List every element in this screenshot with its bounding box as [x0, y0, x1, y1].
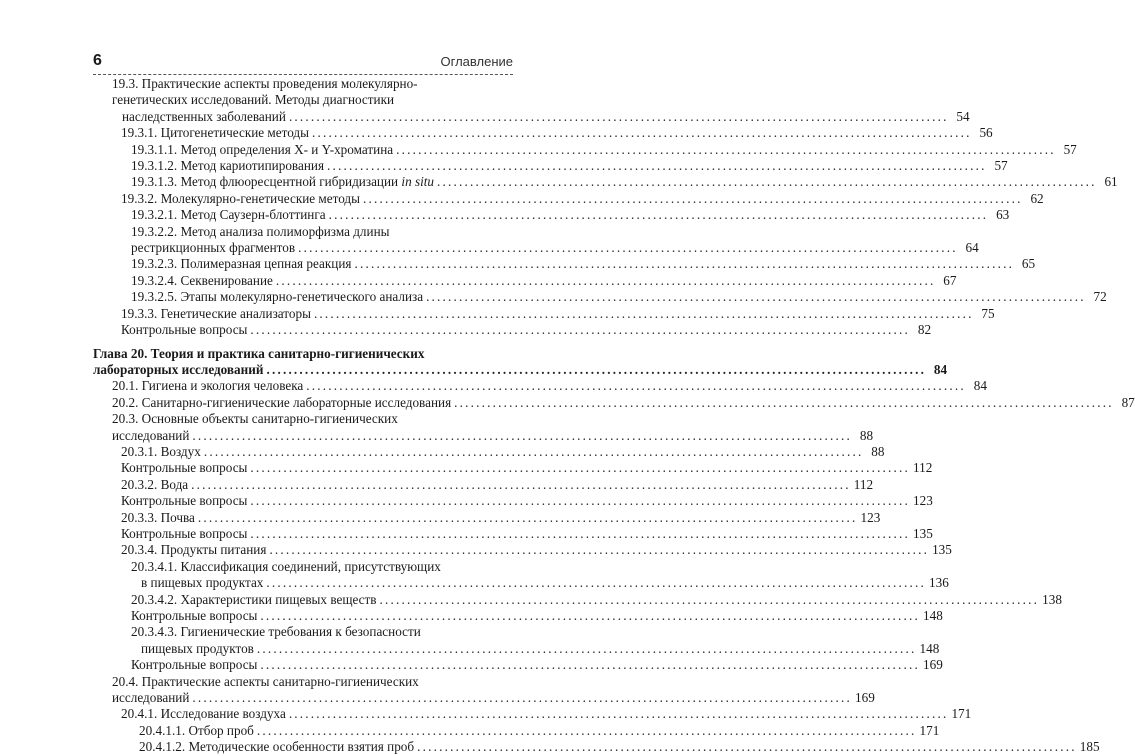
toc-entry-title-text: 20.1. Гигиена и экология человека	[112, 378, 304, 394]
toc-entry-title-text: 20.2. Санитарно-гигиенические лабораторные исследования	[112, 394, 452, 410]
running-title: Оглавление	[440, 54, 513, 69]
toc-entry-title	[131, 142, 393, 158]
toc-entry[interactable]	[93, 411, 874, 444]
dot-leader: ........................................................................................................................	[260, 608, 921, 623]
toc-entry[interactable]	[93, 141, 1077, 158]
toc-entry-title-text: исследований	[112, 427, 190, 443]
dot-leader: ........................................................................................................................	[454, 394, 1114, 410]
toc-entry[interactable]	[93, 272, 957, 289]
toc-page-number: 56	[979, 125, 993, 141]
toc-page-number: 112	[913, 460, 933, 476]
toc-page-number: 123	[913, 493, 933, 509]
dot-leader: ........................................................................................................................	[250, 460, 911, 476]
toc-entry[interactable]	[93, 305, 995, 322]
toc-entry-title	[131, 592, 377, 608]
toc-entry-title-text: 20.3.3. Почва	[121, 509, 195, 525]
toc-page-number: 138	[1042, 591, 1062, 607]
dot-leader: ........................................................................................................................	[313, 305, 974, 321]
toc-entry-title	[131, 174, 434, 190]
dot-leader: ........................................................................................................................	[260, 657, 921, 673]
toc-entry-title-text: 20.3.2. Вода	[121, 476, 189, 492]
toc-entry-title-text: 19.3.2.5. Этапы молекулярно-генетического анализа	[131, 289, 424, 305]
toc-entry-title-text: 20.4.1.1. Отбор проб	[139, 722, 254, 738]
toc-entry-title	[141, 575, 263, 591]
toc-page-number: 87	[1121, 394, 1135, 410]
toc-page-number: 84	[973, 378, 987, 394]
toc-entry-title-text: Контрольные вопросы	[121, 493, 248, 509]
toc-entry[interactable]	[93, 460, 933, 476]
toc-entry-title-text: 20.3.1. Воздух	[121, 443, 201, 459]
toc-entry-title	[121, 526, 247, 542]
toc-page-number: 57	[994, 158, 1008, 174]
dot-leader: ........................................................................................................................	[363, 190, 1023, 206]
toc-entry-title	[112, 428, 189, 444]
toc-page-number: 88	[859, 427, 874, 443]
toc-entry-title-text: 20.4.1. Исследование воздуха	[121, 706, 286, 722]
toc-entry-title	[131, 273, 273, 289]
toc-entry-line: 20.4. Практические аспекты санитарно-гигиенических	[112, 673, 419, 689]
toc-entry-title-text: рестрикционных фрагментов	[131, 240, 296, 256]
dot-leader: ........................................................................................................................	[256, 640, 917, 656]
running-header	[93, 50, 513, 75]
dot-leader: ........................................................................................................................	[437, 174, 1097, 190]
dot-leader: ........................................................................................................................	[250, 525, 911, 541]
toc-entry-title	[131, 158, 324, 174]
toc-entry-title-text: 20.4.1.2. Методические особенности взятия проб	[139, 739, 415, 755]
toc-entry[interactable]	[93, 223, 979, 257]
toc-page-number: 61	[1104, 174, 1118, 190]
toc-entry-title-text: 19.3.2. Молекулярно-генетические методы	[121, 190, 361, 206]
toc-entry[interactable]	[93, 509, 881, 526]
toc-page-number: 185	[1079, 739, 1100, 755]
toc-page-number: 171	[951, 706, 972, 722]
dot-leader: ........................................................................................................................	[288, 108, 949, 124]
toc-entry-title-text: наследственных заболеваний	[122, 108, 286, 124]
toc-entry-title	[121, 493, 247, 509]
toc-entry-title-text: пищевых продуктов	[141, 640, 254, 656]
toc-entry[interactable]	[93, 493, 933, 509]
toc-entry-line: 20.3.4.3. Гигиенические требования к безопасности	[131, 624, 421, 640]
table-of-contents	[93, 76, 1135, 756]
toc-entry[interactable]	[93, 256, 1036, 272]
toc-entry[interactable]	[93, 158, 1008, 174]
toc-entry[interactable]	[93, 542, 952, 558]
toc-entry[interactable]	[93, 443, 885, 460]
toc-page-number: 136	[929, 575, 949, 591]
toc-entry-title	[112, 395, 451, 411]
dot-leader: ........................................................................................................................	[275, 272, 936, 288]
page-number: 6	[93, 52, 102, 69]
toc-entry-title-text: 19.3.3. Генетические анализаторы	[121, 305, 311, 321]
dot-leader: ........................................................................................................................	[192, 690, 853, 706]
toc-page-number: 62	[1030, 190, 1044, 206]
toc-entry-title-text: Контрольные вопросы	[131, 657, 258, 673]
toc-entry[interactable]	[93, 394, 1135, 411]
toc-entry[interactable]	[93, 525, 933, 542]
toc-entry[interactable]	[93, 378, 987, 394]
toc-entry[interactable]	[93, 673, 875, 707]
toc-entry-title	[121, 460, 247, 476]
dot-leader: ........................................................................................................................	[298, 240, 958, 256]
toc-entry-italic: in situ	[401, 174, 435, 190]
toc-entry[interactable]	[93, 190, 1044, 207]
toc-page-number: 169	[923, 657, 943, 673]
toc-entry[interactable]	[93, 558, 949, 592]
toc-entry-title	[139, 723, 254, 739]
dot-leader: ........................................................................................................................	[306, 378, 966, 394]
dot-leader: ........................................................................................................................	[327, 158, 987, 174]
toc-entry-title-text: Контрольные вопросы	[121, 460, 248, 476]
toc-entry-title-text: 19.3.2.1. Метод Саузерн-блоттинга	[131, 207, 326, 223]
toc-entry[interactable]	[93, 207, 1010, 223]
dot-leader: ........................................................................................................................	[426, 289, 1086, 305]
dot-leader: ........................................................................................................................	[192, 427, 853, 443]
toc-entry-title-text: 20.3.4. Продукты питания	[121, 542, 267, 558]
dot-leader: ........................................................................................................................	[396, 141, 1056, 157]
toc-page-number: 54	[956, 108, 970, 124]
toc-entry-title	[112, 378, 303, 394]
toc-entry[interactable]	[93, 476, 874, 493]
toc-entry[interactable]	[93, 289, 1107, 305]
toc-entry-line: генетических исследований. Методы диагностики	[112, 92, 395, 108]
toc-entry[interactable]	[93, 657, 943, 673]
toc-page-number: 67	[943, 272, 957, 288]
toc-entry-title-text: в пищевых продуктах	[141, 575, 264, 591]
toc-page-number: 169	[855, 690, 875, 706]
toc-entry-title	[121, 477, 188, 493]
toc-entry-title-text: Контрольные вопросы	[121, 525, 248, 541]
toc-entry-title	[121, 322, 247, 338]
toc-entry-title-text: 19.3.1.1. Метод определения X- и Y-хроматина	[131, 141, 394, 157]
dot-leader: ........................................................................................................................	[312, 125, 972, 141]
toc-entry-title	[93, 362, 263, 378]
toc-page-number: 64	[965, 240, 979, 256]
toc-entry[interactable]	[93, 345, 948, 379]
dot-leader: ........................................................................................................................	[269, 542, 930, 558]
toc-entry-line: 20.3.4.1. Классификация соединений, присутствующих	[131, 558, 441, 574]
toc-entry-title-text: исследований	[112, 690, 190, 706]
dot-leader: ........................................................................................................................	[250, 493, 911, 509]
toc-page-number: 88	[871, 443, 885, 459]
toc-entry-title	[131, 256, 351, 272]
dot-leader: ........................................................................................................................	[256, 722, 917, 738]
dot-leader: ........................................................................................................................	[266, 361, 927, 377]
toc-entry[interactable]	[93, 722, 940, 739]
toc-entry-title	[131, 657, 257, 673]
toc-entry-title	[112, 690, 189, 706]
toc-entry-title	[122, 109, 286, 125]
toc-entry-line: 19.3. Практические аспекты проведения молекулярно-	[112, 76, 418, 91]
toc-entry-title	[131, 207, 326, 223]
toc-entry-title-text: 20.3.4.2. Характеристики пищевых веществ	[131, 591, 377, 607]
toc-entry-title-text: 19.3.2.3. Полимеразная цепная реакция	[131, 256, 352, 272]
toc-page-number: 135	[913, 525, 933, 541]
toc-entry-title	[121, 306, 311, 322]
toc-entry-title	[131, 608, 257, 624]
toc-page-number: 63	[996, 207, 1010, 223]
toc-entry-title	[139, 739, 414, 755]
toc-page-number: 75	[981, 305, 995, 321]
dot-leader: ........................................................................................................................	[417, 739, 1077, 755]
toc-entry-title	[121, 191, 360, 207]
dot-leader: ........................................................................................................................	[328, 207, 989, 223]
dot-leader: ........................................................................................................................	[288, 706, 949, 722]
toc-entry[interactable]	[93, 608, 943, 624]
toc-entry[interactable]	[93, 739, 1100, 755]
dot-leader: ........................................................................................................................	[191, 476, 851, 492]
toc-entry-line: 20.3. Основные объекты санитарно-гигиенических	[112, 411, 398, 427]
toc-entry-title	[141, 641, 254, 657]
toc-entry-title	[121, 706, 286, 722]
dot-leader: ........................................................................................................................	[379, 591, 1040, 607]
toc-page-number: 65	[1021, 256, 1036, 272]
toc-page-number: 57	[1063, 141, 1077, 157]
toc-entry-title-text: лабораторных исследований	[93, 361, 264, 377]
toc-page-number: 112	[853, 476, 874, 492]
dot-leader: ........................................................................................................................	[266, 575, 927, 591]
toc-page-number: 148	[919, 640, 940, 656]
toc-page-number: 84	[933, 361, 948, 377]
toc-page-number: 123	[860, 509, 881, 525]
toc-entry-title-text: Контрольные вопросы	[131, 608, 258, 623]
toc-entry-title	[131, 240, 295, 256]
toc-entry-title-text: 19.3.1. Цитогенетические методы	[121, 125, 309, 141]
toc-entry-title-text: 19.3.2.4. Секвенирование	[131, 272, 273, 288]
toc-entry-title	[121, 125, 309, 141]
toc-page-number: 135	[932, 542, 952, 558]
toc-entry[interactable]	[93, 591, 1062, 608]
toc-entry[interactable]	[93, 624, 940, 657]
toc-entry-title	[121, 542, 266, 558]
toc-entry-title	[131, 289, 423, 305]
toc-entry[interactable]	[93, 706, 972, 722]
toc-page-number: 82	[917, 322, 932, 338]
dot-leader: ........................................................................................................................	[354, 256, 1015, 272]
toc-entry[interactable]	[93, 125, 993, 141]
toc-entry-title-text: 19.3.1.3. Метод флюоресцентной гибридизации	[131, 174, 399, 190]
toc-entry-line: Глава 20. Теория и практика санитарно-гигиенических	[93, 345, 425, 361]
toc-page-number: 72	[1093, 289, 1107, 305]
dot-leader: ........................................................................................................................	[203, 443, 864, 459]
toc-page-number: 171	[919, 722, 940, 738]
toc-entry-title-text: Контрольные вопросы	[121, 322, 248, 338]
section-gap	[93, 339, 513, 346]
toc-entry[interactable]	[93, 322, 932, 338]
toc-entry-line: 19.3.2.2. Метод анализа полиморфизма длины	[131, 223, 390, 239]
toc-page-number: 148	[923, 608, 943, 623]
toc-entry[interactable]	[93, 76, 970, 125]
dot-leader: ........................................................................................................................	[250, 322, 911, 338]
dot-leader: ........................................................................................................................	[197, 509, 858, 525]
toc-entry[interactable]	[93, 174, 1118, 190]
toc-entry-title	[121, 510, 195, 526]
toc-entry-title-text: 19.3.1.2. Метод кариотипирования	[131, 158, 325, 174]
toc-entry-title	[121, 444, 201, 460]
